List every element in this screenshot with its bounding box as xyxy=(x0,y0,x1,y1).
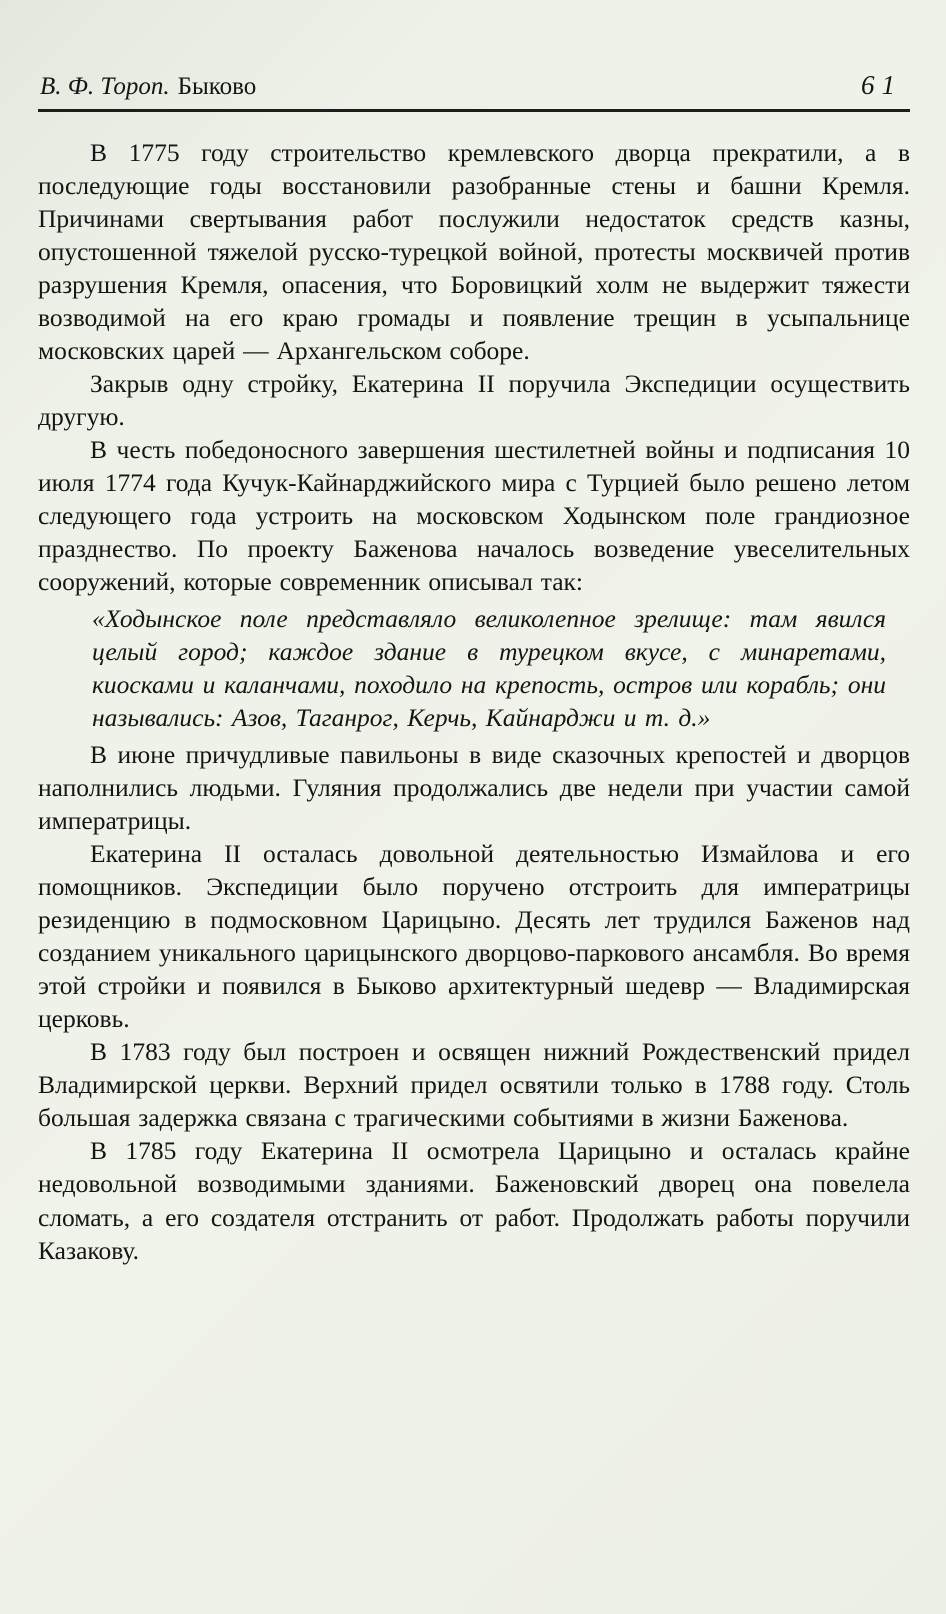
quote-paragraph: «Ходынское поле представляло великолепное зрелище: там явился целый город; каждое здание в турецком вкусе, с минаретами, киосками и каланчами, походило на крепость, остров или корабль; они назывались: Азов, Таганрог, Керчь, Кайнарджи и т. д.» xyxy=(92,604,886,733)
page-number: 61 xyxy=(861,70,902,100)
paragraph: В 1775 году строительство кремлевского дворца прекратили, а в последующие годы восстановили разобранные стены и башни Кремля. Причинами свертывания работ послужили недостаток средств казны, опустошенной тяжелой русско-турецкой войной, протесты москвичей против разрушения Кремля, опасения, что Боровицкий холм не выдержит тяжести возводимой на его краю громады и появление трещин в усыпальнице московских царей — Архангельском соборе. xyxy=(38,138,910,366)
running-title-author: В. Ф. Тороп. xyxy=(40,73,170,100)
page-header xyxy=(38,70,910,109)
paragraph: В честь победоносного завершения шестилетней войны и подписания 10 июля 1774 года Кучук-Кайнарджийского мира с Турцией было решено летом следующего года устроить на московском Ходынском поле грандиозное празднество. По проекту Баженова началось возведение увеселительных сооружений, которые современник описывал так: xyxy=(38,435,910,597)
paragraph: В июне причудливые павильоны в виде сказочных крепостей и дворцов наполнились людьми. Гуляния продолжались две недели при участии самой императрицы. xyxy=(38,740,910,836)
running-title-book: Быково xyxy=(177,73,257,100)
paragraph: Екатерина II осталась довольной деятельностью Измайлова и его помощников. Экспедиции было поручено отстроить для императрицы резиденцию в подмосковном Царицыно. Десять лет трудился Баженов над созданием уникального царицынского дворцово-паркового ансамбля. Во время этой стройки и появился в Быково архитектурный шедевр — Владимирская церковь. xyxy=(38,839,910,1034)
paragraph: Закрыв одну стройку, Екатерина II поручила Экспедиции осуществить другую. xyxy=(38,369,910,432)
header-rule xyxy=(38,109,910,112)
paragraph: В 1785 году Екатерина II осмотрела Царицыно и осталась крайне недовольной возводимыми зданиями. Баженовский дворец она повелела сломать, а его создателя отстранить от работ. Продолжать работы поручили Казакову. xyxy=(38,1136,910,1265)
running-title xyxy=(40,73,256,101)
page-body xyxy=(38,136,910,1267)
paragraph: В 1783 году был построен и освящен нижний Рождественский придел Владимирской церкви. Верхний придел освятили только в 1788 году. Столь большая задержка связана с трагическими событиями в жизни Баженова. xyxy=(38,1037,910,1133)
